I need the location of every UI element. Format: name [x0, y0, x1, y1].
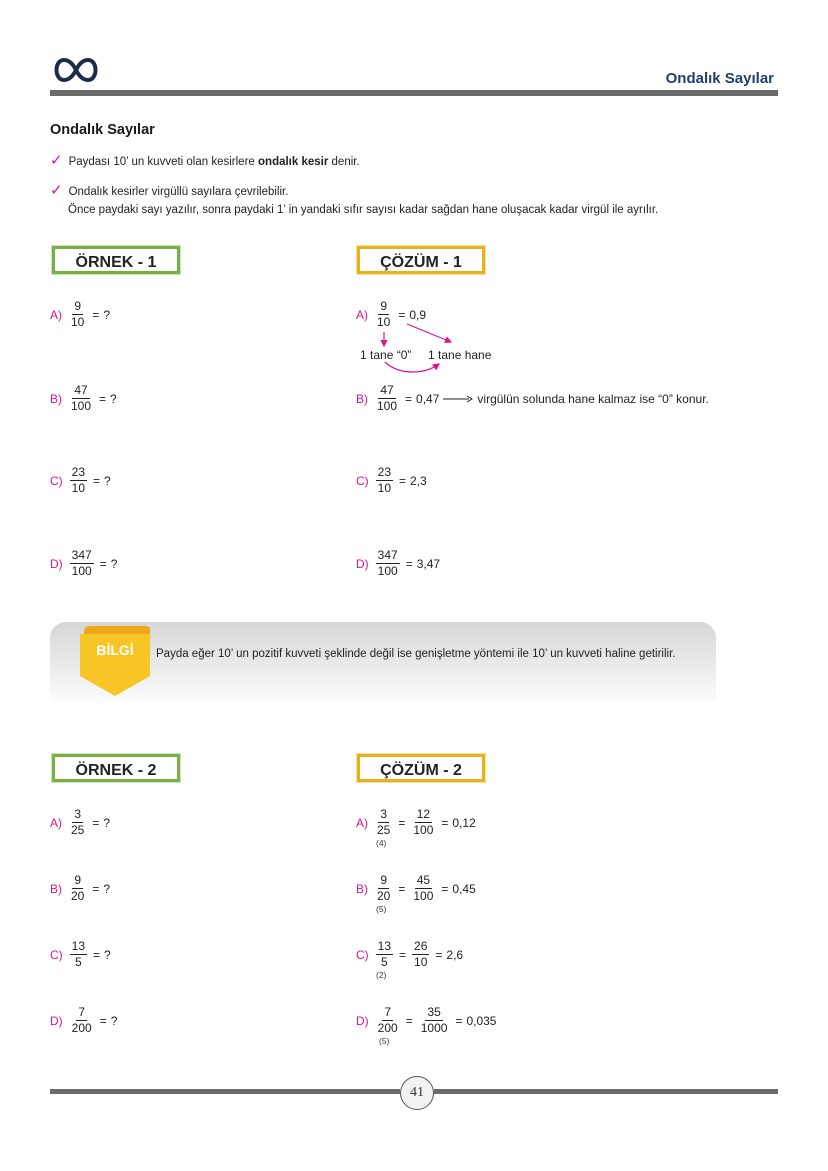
example1-item-b: B) $\frac{47}{100}$ = ?: [50, 383, 117, 413]
example2-item-d: D) $\frac{7}{200}$ = ?: [50, 1005, 118, 1035]
solution2-item-b: B) $\frac{9}{20}$ = $\frac{45}{100}$ = 0,45: [356, 873, 476, 903]
example1-item-a: A) $\frac{9}{10}$ = ?: [50, 299, 111, 329]
check-icon: ✓: [50, 182, 63, 199]
multiplier-a: (4): [376, 838, 387, 848]
long-right-arrow-icon: [443, 394, 473, 404]
check-icon: ✓: [50, 152, 63, 169]
section-title: Ondalık Sayılar: [50, 122, 155, 138]
infinity-icon: [50, 56, 102, 84]
annotation-digit-count: 1 tane hane: [428, 348, 492, 362]
example2-item-a: A) $\frac{3}{25}$ = ?: [50, 807, 111, 837]
example1-item-d: D) $\frac{347}{100}$ = ?: [50, 548, 118, 578]
multiplier-d: (5): [379, 1036, 390, 1046]
solution2-item-d: D) $\frac{7}{200}$ = $\frac{35}{1000}$ = 0,035: [356, 1005, 497, 1035]
page-number: 41: [400, 1076, 434, 1110]
bullet-conversion: ✓ Ondalık kesirler virgüllü sayılara çevrilebilir.: [50, 182, 289, 199]
solution2-label: ÇÖZÜM - 2: [357, 754, 485, 782]
info-label: BİLGİ: [96, 642, 134, 658]
solution1-label: ÇÖZÜM - 1: [357, 246, 485, 274]
multiplier-b: (5): [376, 904, 387, 914]
example2-item-b: B) $\frac{9}{20}$ = ?: [50, 873, 111, 903]
solution2-item-a: A) $\frac{3}{25}$ = $\frac{12}{100}$ = 0,12: [356, 807, 476, 837]
header-title: Ondalık Sayılar: [665, 70, 774, 87]
bullet-definition: ✓ Paydası 10’ un kuvveti olan kesirlere ondalık kesir denir.: [50, 152, 360, 169]
bullet-conversion-detail: Önce paydaki sayı yazılır, sonra paydaki 1’ in yandaki sıfır sayısı kadar sağdan hane oluşacak kadar virgül ile ayrılır.: [68, 204, 659, 216]
solution1-item-b: B) $\frac{47}{100}$ = 0,47 virgülün solunda hane kalmaz ise “0” konur.: [356, 383, 709, 413]
example1-item-c: C) $\frac{23}{10}$ = ?: [50, 465, 111, 495]
info-ribbon: [80, 626, 150, 696]
footer-rule-left: [50, 1089, 400, 1094]
header-rule: [50, 90, 778, 96]
solution1-item-a: A) $\frac{9}{10}$ = 0,9: [356, 299, 427, 329]
info-text: Payda eğer 10’ un pozitif kuvveti şeklinde değil ise genişletme yöntemi ile 10’ un kuvveti haline getirilir.: [156, 648, 676, 660]
annotation-zero-count: 1 tane “0”: [360, 348, 412, 362]
solution1-item-c: C) $\frac{23}{10}$ = 2,3: [356, 465, 427, 495]
multiplier-c: (2): [376, 970, 387, 980]
example1-label: ÖRNEK - 1: [52, 246, 180, 274]
solution1-item-d: D) $\frac{347}{100}$ = 3,47: [356, 548, 441, 578]
footer-rule-right: [434, 1089, 778, 1094]
example2-label: ÖRNEK - 2: [52, 754, 180, 782]
solution2-item-c: C) $\frac{13}{5}$ = $\frac{26}{10}$ = 2,6: [356, 939, 464, 969]
example2-item-c: C) $\frac{13}{5}$ = ?: [50, 939, 111, 969]
